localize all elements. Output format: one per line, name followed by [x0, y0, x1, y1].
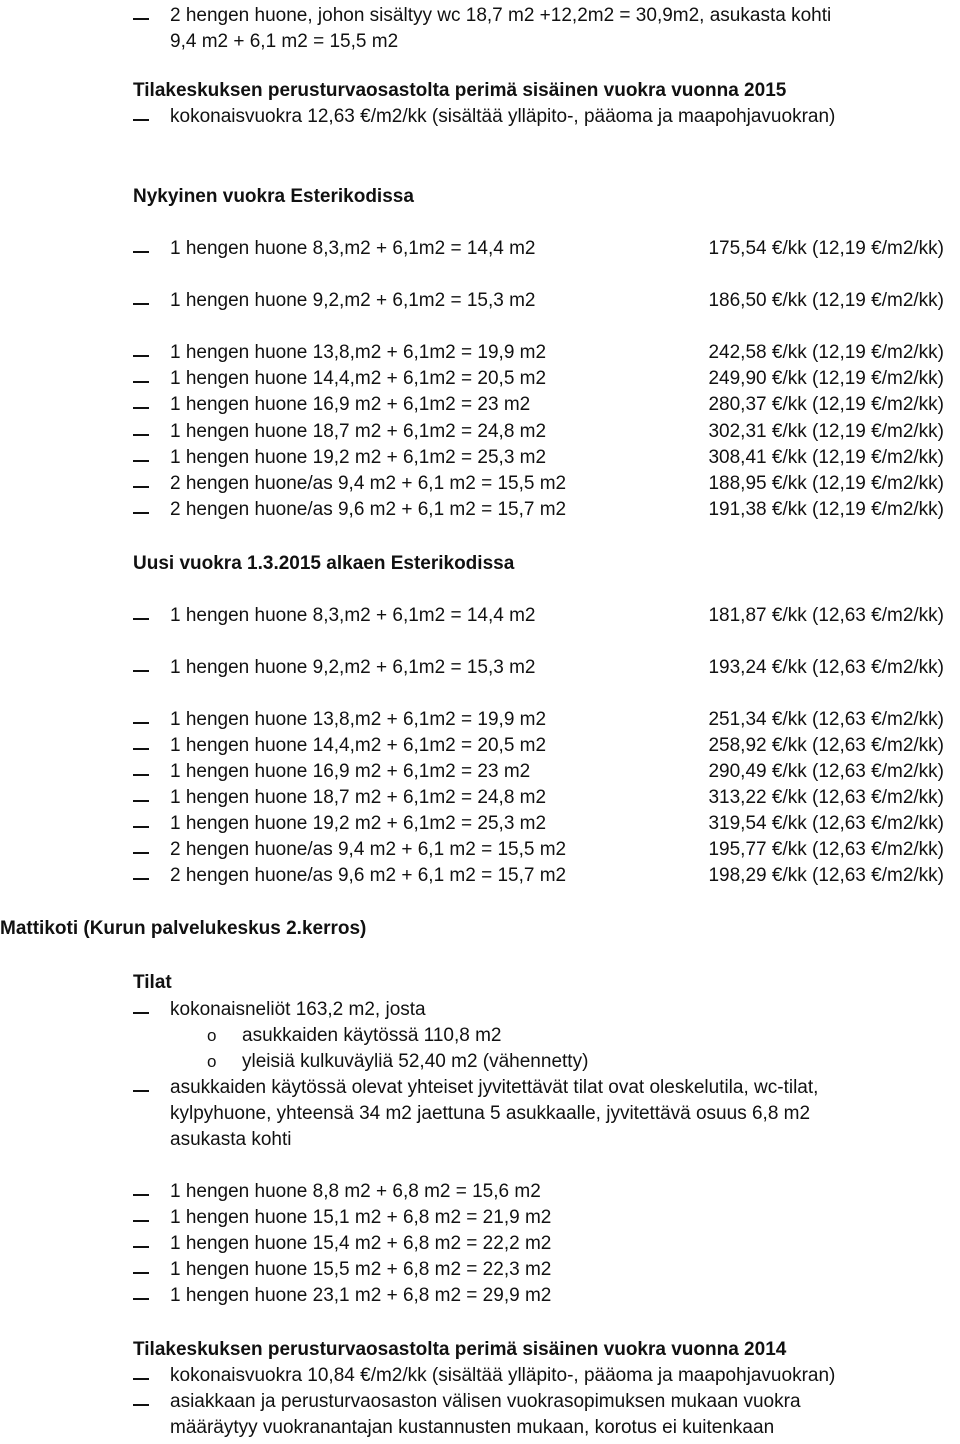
room-description: 1 hengen huone 13,8,m2 + 6,1m2 = 19,9 m2	[170, 709, 547, 730]
rent-2014-heading: Tilakeskuksen perusturvaosastolta perimä sisäinen vuokra vuonna 2014	[133, 1339, 787, 1360]
bullet-dash	[133, 748, 149, 750]
bullet-dash	[133, 878, 149, 880]
room-description: 1 hengen huone 8,3,m2 + 6,1m2 = 14,4 m2	[170, 605, 536, 626]
rent-value: 290,49 €/kk (12,63 €/m2/kk)	[708, 761, 944, 782]
intro-line-1: 2 hengen huone, johon sisältyy wc 18,7 m2 +12,2m2 = 30,9m2, asukasta kohti	[170, 5, 832, 26]
room-description: 2 hengen huone/as 9,4 m2 + 6,1 m2 = 15,5 m2	[170, 473, 567, 494]
rent-value: 251,34 €/kk (12,63 €/m2/kk)	[708, 709, 944, 730]
bullet-dash	[133, 670, 149, 672]
mattikoti-room: 1 hengen huone 23,1 m2 + 6,8 m2 = 29,9 m2	[170, 1285, 552, 1306]
bullet-dash	[133, 618, 149, 620]
bullet-dash	[133, 826, 149, 828]
rent-value: 280,37 €/kk (12,19 €/m2/kk)	[708, 394, 944, 415]
bullet-dash	[133, 407, 149, 409]
room-description: 1 hengen huone 14,4,m2 + 6,1m2 = 20,5 m2	[170, 735, 547, 756]
room-description: 1 hengen huone 14,4,m2 + 6,1m2 = 20,5 m2	[170, 368, 547, 389]
rent-2014-total: kokonaisvuokra 10,84 €/m2/kk (sisältää ylläpito-, pääoma ja maapohjavuokran)	[170, 1365, 836, 1386]
rent-value: 181,87 €/kk (12,63 €/m2/kk)	[708, 605, 944, 626]
room-description: 1 hengen huone 18,7 m2 + 6,1m2 = 24,8 m2	[170, 421, 547, 442]
rent-value: 193,24 €/kk (12,63 €/m2/kk)	[708, 657, 944, 678]
bullet-dash	[133, 774, 149, 776]
bullet-dash	[133, 486, 149, 488]
room-description: 1 hengen huone 18,7 m2 + 6,1m2 = 24,8 m2	[170, 787, 547, 808]
bullet-dash	[133, 722, 149, 724]
intro-line-2: 9,4 m2 + 6,1 m2 = 15,5 m2	[170, 31, 399, 52]
new-rent-heading: Uusi vuokra 1.3.2015 alkaen Esterikodissa	[133, 553, 515, 574]
room-description: 1 hengen huone 8,3,m2 + 6,1m2 = 14,4 m2	[170, 238, 536, 259]
circle-bullet: o	[207, 1026, 217, 1045]
rent-value: 242,58 €/kk (12,19 €/m2/kk)	[708, 342, 944, 363]
rent-value: 308,41 €/kk (12,19 €/m2/kk)	[708, 447, 944, 468]
tilat-heading: Tilat	[133, 972, 172, 993]
bullet-dash	[133, 800, 149, 802]
current-rent-heading: Nykyinen vuokra Esterikodissa	[133, 186, 414, 207]
bullet-dash	[133, 1404, 149, 1406]
bullet-dash	[133, 852, 149, 854]
room-description: 2 hengen huone/as 9,6 m2 + 6,1 m2 = 15,7 m2	[170, 865, 567, 886]
room-description: 1 hengen huone 16,9 m2 + 6,1m2 = 23 m2	[170, 394, 531, 415]
rent-value: 195,77 €/kk (12,63 €/m2/kk)	[708, 839, 944, 860]
bullet-dash	[133, 460, 149, 462]
bullet-dash	[133, 1220, 149, 1222]
bullet-dash	[133, 434, 149, 436]
room-description: 2 hengen huone/as 9,4 m2 + 6,1 m2 = 15,5 m2	[170, 839, 567, 860]
bullet-dash	[133, 1012, 149, 1014]
circle-bullet: o	[207, 1052, 217, 1071]
room-description: 1 hengen huone 19,2 m2 + 6,1m2 = 25,3 m2	[170, 813, 547, 834]
rent-value: 191,38 €/kk (12,19 €/m2/kk)	[708, 499, 944, 520]
room-description: 2 hengen huone/as 9,6 m2 + 6,1 m2 = 15,7 m2	[170, 499, 567, 520]
rent-2015-total: kokonaisvuokra 12,63 €/m2/kk (sisältää ylläpito-, pääoma ja maapohjavuokran)	[170, 106, 836, 127]
room-description: 1 hengen huone 9,2,m2 + 6,1m2 = 15,3 m2	[170, 657, 536, 678]
rent-value: 249,90 €/kk (12,19 €/m2/kk)	[708, 368, 944, 389]
mattikoti-room: 1 hengen huone 15,4 m2 + 6,8 m2 = 22,2 m2	[170, 1233, 552, 1254]
shared-line-2: kylpyhuone, yhteensä 34 m2 jaettuna 5 asukkaalle, jyvitettävä osuus 6,8 m2	[170, 1103, 811, 1124]
shared-line-3: asukasta kohti	[170, 1129, 292, 1150]
bullet-dash	[133, 381, 149, 383]
rent-value: 302,31 €/kk (12,19 €/m2/kk)	[708, 421, 944, 442]
bullet-dash	[133, 1090, 149, 1092]
room-description: 1 hengen huone 9,2,m2 + 6,1m2 = 15,3 m2	[170, 290, 536, 311]
rent-value: 188,95 €/kk (12,19 €/m2/kk)	[708, 473, 944, 494]
bullet-dash	[133, 1272, 149, 1274]
bullet-dash	[133, 303, 149, 305]
mattikoti-room: 1 hengen huone 8,8 m2 + 6,8 m2 = 15,6 m2	[170, 1181, 541, 1202]
rent-value: 175,54 €/kk (12,19 €/m2/kk)	[708, 238, 944, 259]
room-description: 1 hengen huone 13,8,m2 + 6,1m2 = 19,9 m2	[170, 342, 547, 363]
shared-line-1: asukkaiden käytössä olevat yhteiset jyvitettävät tilat ovat oleskelutila, wc-tilat,	[170, 1077, 819, 1098]
rent-value: 198,29 €/kk (12,63 €/m2/kk)	[708, 865, 944, 886]
rent-value: 313,22 €/kk (12,63 €/m2/kk)	[708, 787, 944, 808]
rent-value: 186,50 €/kk (12,19 €/m2/kk)	[708, 290, 944, 311]
rent-value: 319,54 €/kk (12,63 €/m2/kk)	[708, 813, 944, 834]
rent-value: 258,92 €/kk (12,63 €/m2/kk)	[708, 735, 944, 756]
total-area: kokonaisneliöt 163,2 m2, josta	[170, 999, 426, 1020]
bullet-dash	[133, 355, 149, 357]
mattikoti-heading: Mattikoti (Kurun palvelukeskus 2.kerros)	[0, 918, 367, 939]
mattikoti-room: 1 hengen huone 15,5 m2 + 6,8 m2 = 22,3 m2	[170, 1259, 552, 1280]
room-description: 1 hengen huone 19,2 m2 + 6,1m2 = 25,3 m2	[170, 447, 547, 468]
bullet-dash	[133, 1246, 149, 1248]
bullet-dash	[133, 1194, 149, 1196]
room-description: 1 hengen huone 16,9 m2 + 6,1m2 = 23 m2	[170, 761, 531, 782]
bullet-dash	[133, 512, 149, 514]
contract-line-1: asiakkaan ja perusturvaosaston välisen vuokrasopimuksen mukaan vuokra	[170, 1391, 801, 1412]
bullet-dash	[133, 1298, 149, 1300]
contract-line-2: määräytyy vuokranantajan kustannusten mukaan, korotus ei kuitenkaan	[170, 1417, 775, 1438]
mattikoti-room: 1 hengen huone 15,1 m2 + 6,8 m2 = 21,9 m2	[170, 1207, 552, 1228]
bullet-dash	[133, 1378, 149, 1380]
bullet-dash	[133, 119, 149, 121]
sub-area-2: yleisiä kulkuväyliä 52,40 m2 (vähennetty)	[242, 1051, 589, 1072]
bullet-dash	[133, 18, 149, 20]
bullet-dash	[133, 251, 149, 253]
rent-2015-heading: Tilakeskuksen perusturvaosastolta perimä sisäinen vuokra vuonna 2015	[133, 80, 787, 101]
sub-area-1: asukkaiden käytössä 110,8 m2	[242, 1025, 502, 1046]
